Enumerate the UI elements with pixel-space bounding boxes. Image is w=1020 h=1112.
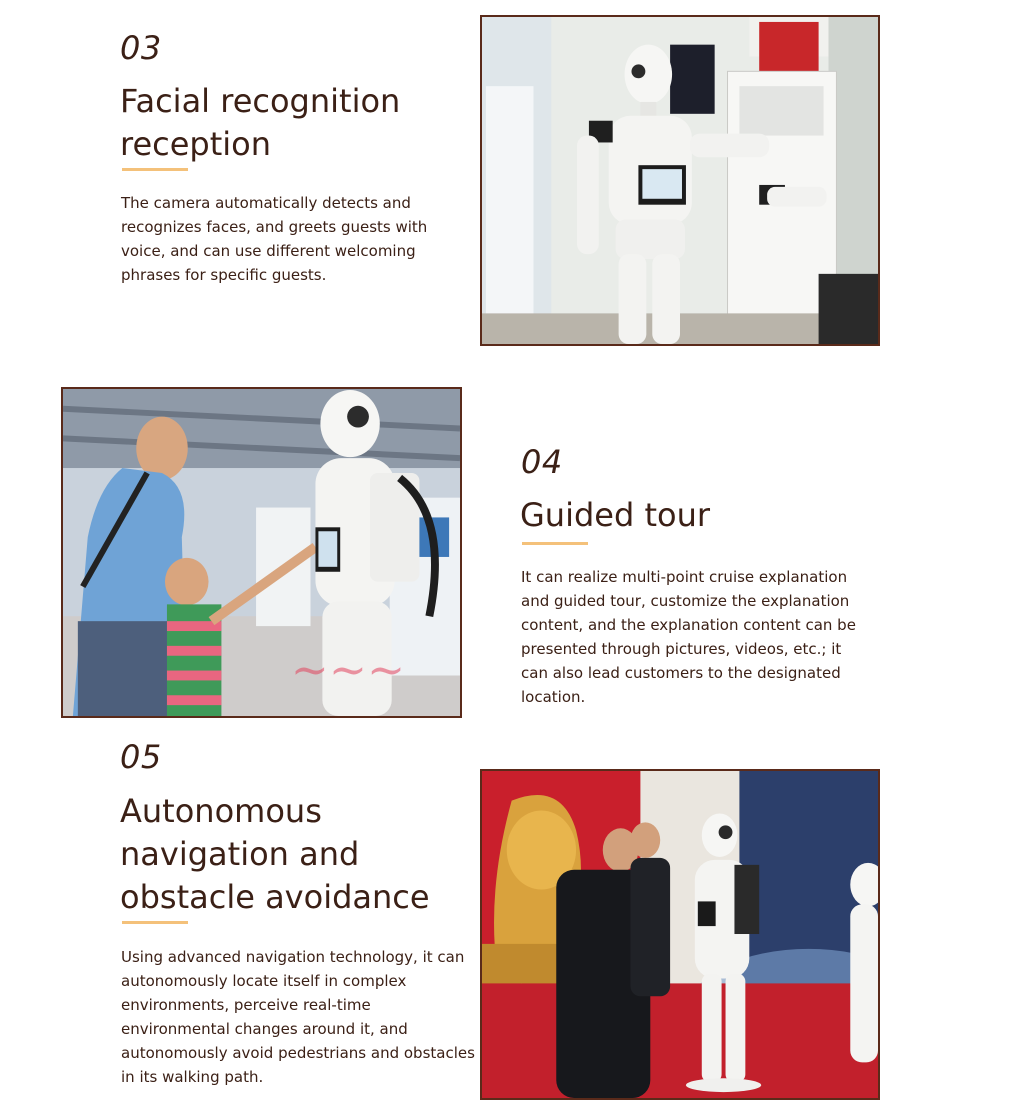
guided-tour-illustration <box>63 389 460 716</box>
title-underline <box>122 168 188 171</box>
robot-reception-illustration <box>482 17 878 344</box>
section-number: 05 <box>120 738 162 776</box>
section-title-line: obstacle avoidance <box>120 878 430 916</box>
title-underline <box>122 921 188 924</box>
section-title <box>120 790 430 919</box>
exhibition-illustration <box>482 771 878 1098</box>
section-title <box>520 494 710 537</box>
section-title-line: Guided tour <box>520 496 711 534</box>
section-description: It can realize multi-point cruise explanation and guided tour, customize the explanation content, and the explanation content can be presented through pictures, videos, etc.; it can also lead customers to the designated location. <box>521 568 856 706</box>
photo-exhibition <box>480 769 880 1100</box>
svg-text:~~~: ~~~ <box>290 643 406 697</box>
photo-robot-reception <box>480 15 880 346</box>
section-title-line: Facial recognition <box>120 82 401 120</box>
title-underline <box>522 542 588 545</box>
section-title-line: reception <box>120 125 272 163</box>
section-description: The camera automatically detects and recognizes faces, and greets guests with voice, and can use different welcoming phrases for specific guests. <box>121 194 428 284</box>
section-description: Using advanced navigation technology, it can autonomously locate itself in complex environments, perceive real-time environmental changes around it, and autonomously avoid pedestrians and obstacles in its walking path. <box>121 948 475 1086</box>
section-number: 03 <box>120 29 162 67</box>
section-title-line: Autonomous <box>120 792 322 830</box>
section-title-line: navigation and <box>120 835 360 873</box>
section-number: 04 <box>521 443 563 481</box>
section-title <box>120 80 400 166</box>
photo-guided-tour <box>61 387 462 718</box>
